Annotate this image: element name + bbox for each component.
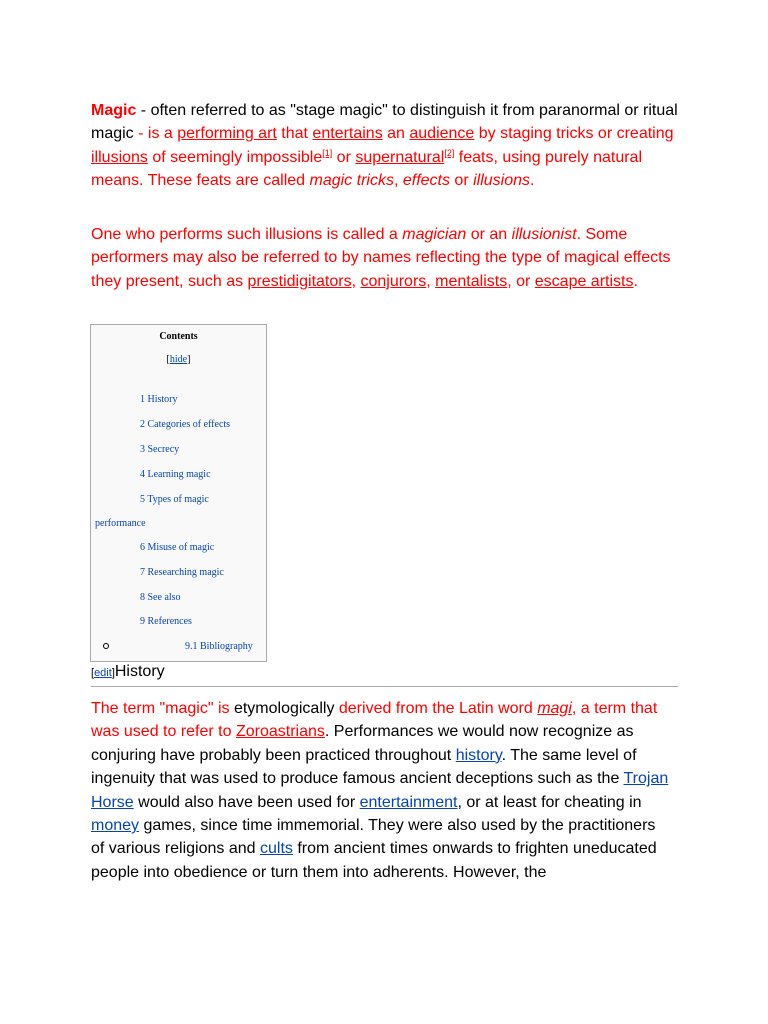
edit-bracket-close: ] <box>111 667 115 679</box>
intro-text-9: or <box>449 172 474 190</box>
term-illusionist: illusionist <box>511 226 577 243</box>
heading-divider <box>91 686 678 687</box>
edit-section <box>91 667 115 679</box>
intro-text-5: by staging tricks or creating <box>474 125 674 143</box>
history-paragraph <box>91 697 669 884</box>
second-text-2: or an <box>466 226 512 243</box>
term-magician: magician <box>402 226 467 243</box>
link-audience[interactable]: audience <box>409 125 475 143</box>
edit-bracket-open: [ <box>91 667 95 679</box>
toc-title: Contents <box>159 331 198 342</box>
second-comma-1: , <box>351 272 361 290</box>
toc-hide-toggle <box>91 354 266 365</box>
link-zoroastrians[interactable]: Zoroastrians <box>235 723 325 741</box>
link-money[interactable]: money <box>91 817 140 835</box>
edit-link[interactable]: edit <box>94 667 112 679</box>
second-text-1: One who performs such illusions is called a <box>91 226 403 243</box>
link-escape-artists[interactable]: escape artists <box>534 272 634 290</box>
hist-text-3: derived from the Latin word <box>334 700 538 717</box>
hist-text-2: etymologically <box>233 700 335 717</box>
link-trojan-horse[interactable]: Trojan Horse <box>91 770 669 811</box>
toc-item-history[interactable]: 1 History <box>140 394 178 405</box>
term-effects: effects <box>402 172 450 190</box>
second-comma-3: , or <box>507 272 535 290</box>
term-magic-tricks: magic tricks <box>309 172 394 190</box>
intro-text-6: of seemingly impossible <box>147 148 323 166</box>
intro-text-1: - often referred to as "stage magic" to distinguish it from paranormal or ritual magic <box>91 102 678 143</box>
link-cults[interactable]: cults <box>259 840 293 858</box>
intro-text-8: feats, using purely natural means. These feats are called <box>91 148 642 190</box>
term-magic: Magic <box>91 102 137 119</box>
toc-item-types-wrap[interactable]: performance <box>95 518 146 529</box>
link-prestidigitators[interactable]: prestidigitators <box>247 272 352 290</box>
hist-text-4: , a term that was used to refer to <box>91 700 658 741</box>
link-mentalists[interactable]: mentalists <box>435 272 508 290</box>
hist-text-10: from ancient times onwards to frighten uneducated people into obedience or turn them into adherents. However, the <box>91 840 657 881</box>
toc-item-categories[interactable]: 2 Categories of effects <box>140 419 231 430</box>
toc-item-learning[interactable]: 4 Learning magic <box>140 469 211 480</box>
bullet-icon <box>103 643 109 649</box>
intro-sep: , <box>393 172 403 190</box>
hist-text-1: The term "magic" is <box>91 700 234 717</box>
second-comma-2: , <box>426 272 436 290</box>
ref-1[interactable]: [1] <box>322 147 333 158</box>
intro-end: . <box>530 172 535 190</box>
hist-text-6: . The same level of ingenuity that was used to produce famous ancient deceptions such as the <box>91 746 637 788</box>
table-of-contents <box>90 324 267 662</box>
intro-text-2: - is a <box>133 125 178 143</box>
toc-item-researching[interactable]: 7 Researching magic <box>140 567 224 578</box>
performer-paragraph <box>91 223 681 293</box>
ref-2[interactable]: [2] <box>444 147 455 158</box>
intro-text-3: that <box>276 125 313 143</box>
intro-text-4: an <box>382 125 410 143</box>
toc-item-secrecy[interactable]: 3 Secrecy <box>140 444 180 455</box>
toc-item-types[interactable]: 5 Types of magic <box>140 494 209 505</box>
intro-paragraph <box>91 99 681 193</box>
intro-text-7: or <box>332 148 356 166</box>
toc-item-misuse[interactable]: 6 Misuse of magic <box>140 542 215 553</box>
section-title-history: History <box>114 663 165 680</box>
second-end: . <box>633 272 638 290</box>
toc-hide-bracket-open: [ <box>166 354 170 365</box>
toc-item-see-also[interactable]: 8 See also <box>140 592 181 603</box>
link-supernatural[interactable]: supernatural <box>355 148 445 166</box>
link-performing-art[interactable]: performing art <box>177 125 277 143</box>
link-entertainment[interactable]: entertainment <box>359 793 458 811</box>
link-illusions[interactable]: illusions <box>91 148 148 166</box>
toc-hide-bracket-close: ] <box>187 354 191 365</box>
toc-hide-link[interactable]: hide <box>169 354 188 365</box>
history-heading <box>91 663 165 681</box>
link-conjurors[interactable]: conjurors <box>360 272 427 290</box>
hist-text-7: would also have been used for <box>133 793 360 811</box>
second-text-3: . Some performers may also be referred to by names reflecting the type of magical effects they present, such as <box>91 226 671 290</box>
hist-text-9: games, since time immemorial. They were also used by the practitioners of various religions and <box>91 817 656 858</box>
link-magi[interactable]: magi <box>537 700 572 717</box>
link-entertains[interactable]: entertains <box>312 125 383 143</box>
hist-text-5: . Performances we would now recognize as conjuring have probably been practiced throughout <box>91 723 634 764</box>
link-history[interactable]: history <box>455 746 502 764</box>
toc-item-references[interactable]: 9 References <box>140 616 192 627</box>
hist-text-8: , or at least for cheating in <box>457 793 642 811</box>
toc-item-bibliography[interactable]: 9.1 Bibliography <box>185 641 253 652</box>
term-illusions: illusions <box>473 172 531 190</box>
